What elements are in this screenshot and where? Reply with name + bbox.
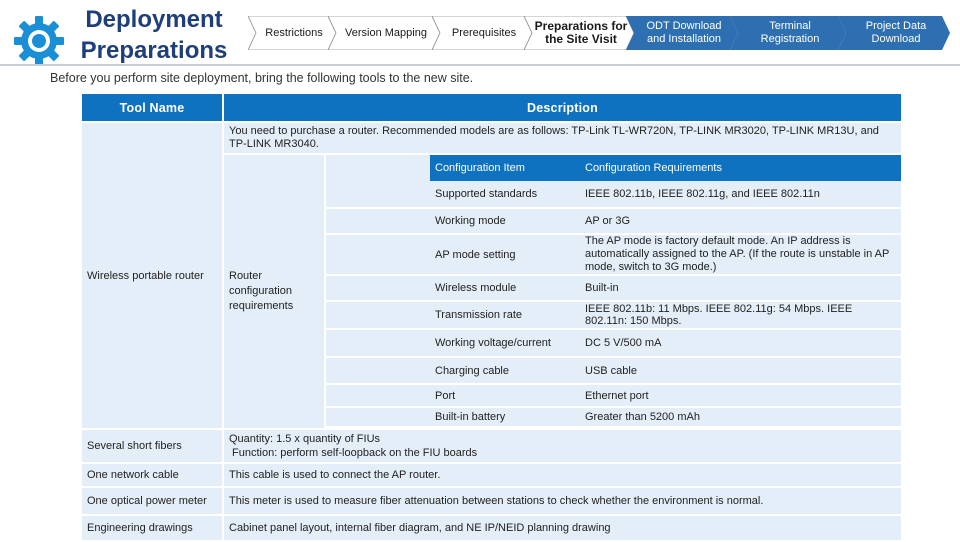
step-label: Prerequisites bbox=[451, 26, 517, 39]
step-label: ODT Download and Installation bbox=[646, 20, 722, 45]
config-row bbox=[326, 181, 901, 208]
table-row bbox=[81, 429, 902, 463]
step-project-data-download[interactable] bbox=[838, 16, 950, 50]
step-odt-download[interactable] bbox=[626, 16, 738, 50]
page-title-line1: Deployment bbox=[85, 6, 223, 33]
tool-name-cell: Several short fibers bbox=[81, 429, 223, 463]
tool-name-cell: One network cable bbox=[81, 463, 223, 487]
page-title-line2: Preparations bbox=[80, 37, 228, 64]
config-item: Working mode bbox=[430, 208, 580, 234]
config-req: The AP mode is factory default mode. An IP address is automatically assigned to the AP. (If the route is unstable in AP mode, switch to 3G mode.) bbox=[580, 234, 901, 275]
config-row bbox=[326, 234, 901, 275]
table-row bbox=[81, 122, 902, 154]
config-item: AP mode setting bbox=[430, 234, 580, 275]
step-label: Version Mapping bbox=[345, 26, 427, 39]
table-row bbox=[81, 487, 902, 515]
tool-name-cell: One optical power meter bbox=[81, 487, 223, 515]
step-breadcrumb bbox=[248, 16, 954, 50]
step-label: Preparations for the Site Visit bbox=[534, 19, 628, 46]
column-header-description: Description bbox=[223, 93, 902, 122]
description-cell: This cable is used to connect the AP router. bbox=[223, 463, 902, 487]
config-header-row bbox=[326, 155, 901, 181]
config-req: Greater than 5200 mAh bbox=[580, 407, 901, 427]
description-line: Quantity: 1.5 x quantity of FIUs bbox=[229, 433, 381, 445]
config-req: DC 5 V/500 mA bbox=[580, 329, 901, 357]
config-row bbox=[326, 384, 901, 407]
config-row bbox=[326, 208, 901, 234]
description-line: Function: perform self-loopback on the FIU boards bbox=[232, 447, 478, 459]
config-req: IEEE 802.11b, IEEE 802.11g, and IEEE 802.11n bbox=[580, 181, 901, 208]
step-version-mapping[interactable] bbox=[328, 16, 440, 50]
config-item: Built-in battery bbox=[430, 407, 580, 427]
config-row bbox=[326, 275, 901, 301]
config-item: Port bbox=[430, 384, 580, 407]
router-config-label: Router configuration requirements bbox=[223, 154, 325, 429]
column-header-tool: Tool Name bbox=[81, 93, 223, 122]
config-row bbox=[326, 357, 901, 384]
tool-name-cell: Wireless portable router bbox=[81, 122, 223, 429]
config-req: USB cable bbox=[580, 357, 901, 384]
config-item: Supported standards bbox=[430, 181, 580, 208]
router-purchase-text: You need to purchase a router. Recommended models are as follows: TP-Link TL-WR720N, TP-LINK MR3020, TP-LINK MR13U, and TP-LINK MR3040. bbox=[223, 122, 902, 154]
table-row bbox=[81, 515, 902, 541]
gear-icon bbox=[12, 14, 66, 68]
config-row bbox=[326, 407, 901, 427]
step-prerequisites[interactable] bbox=[432, 16, 532, 50]
step-label: Restrictions bbox=[265, 26, 323, 39]
config-header-item: Configuration Item bbox=[430, 155, 580, 181]
config-row bbox=[326, 329, 901, 357]
config-item: Working voltage/current bbox=[430, 329, 580, 357]
config-req: Ethernet port bbox=[580, 384, 901, 407]
config-header-req: Configuration Requirements bbox=[580, 155, 901, 181]
config-item: Transmission rate bbox=[430, 301, 580, 329]
step-label: Terminal Registration bbox=[760, 20, 820, 45]
step-restrictions[interactable] bbox=[248, 16, 336, 50]
tools-table bbox=[80, 92, 903, 542]
description-cell: This meter is used to measure fiber attenuation between stations to check whether the environment is normal. bbox=[223, 487, 902, 515]
intro-text: Before you perform site deployment, bring the following tools to the new site. bbox=[50, 71, 474, 85]
config-row bbox=[326, 301, 901, 329]
config-table-cell bbox=[325, 154, 902, 429]
description-cell: Cabinet panel layout, internal fiber diagram, and NE IP/NEID planning drawing bbox=[223, 515, 902, 541]
step-preparations-site-visit[interactable] bbox=[524, 16, 634, 50]
config-req: AP or 3G bbox=[580, 208, 901, 234]
step-terminal-registration[interactable] bbox=[730, 16, 846, 50]
table-row bbox=[81, 463, 902, 487]
config-item: Charging cable bbox=[430, 357, 580, 384]
config-req: IEEE 802.11b: 11 Mbps. IEEE 802.11g: 54 Mbps. IEEE 802.11n: 150 Mbps. bbox=[580, 301, 901, 329]
tool-name-cell: Engineering drawings bbox=[81, 515, 223, 541]
config-item: Wireless module bbox=[430, 275, 580, 301]
table-header-row bbox=[81, 93, 902, 122]
step-label: Project Data Download bbox=[865, 20, 927, 45]
config-req: Built-in bbox=[580, 275, 901, 301]
header-divider bbox=[0, 64, 960, 66]
page-title bbox=[72, 4, 236, 66]
config-table bbox=[326, 155, 901, 428]
description-cell bbox=[223, 429, 902, 463]
